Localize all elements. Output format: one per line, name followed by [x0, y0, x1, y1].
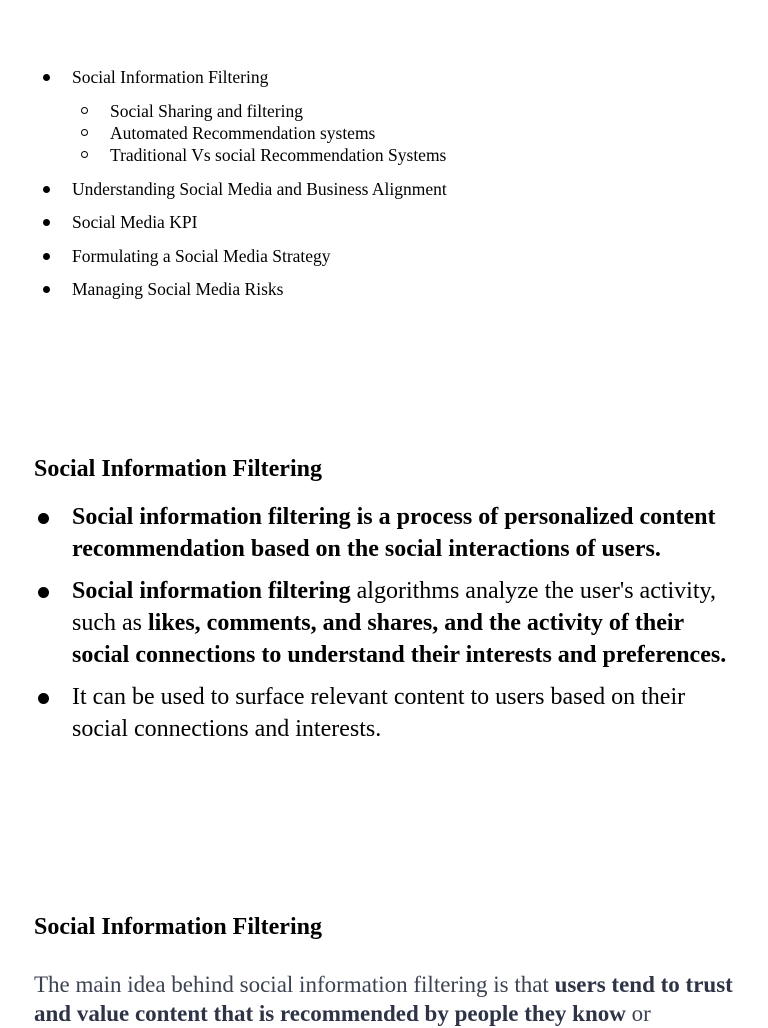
- section-heading: Social Information Filtering: [34, 456, 322, 482]
- paragraph-text: or: [625, 1001, 651, 1026]
- body-paragraph: [34, 970, 734, 1028]
- bullet-text: It can be used to surface relevant content to users based on their social connections and interests.: [72, 684, 686, 742]
- section-heading: Social Information Filtering: [34, 914, 322, 940]
- algorithm-bullet: [0, 575, 768, 671]
- outline-sublist: [72, 100, 768, 166]
- bullet-text-bold: likes, comments, and shares, and the activity of their social connections to understand their interests and preferences.: [72, 610, 727, 668]
- paragraph-text: The main idea behind social information filtering is that: [34, 972, 555, 997]
- topic-outline: [0, 66, 768, 312]
- outline-subitem: Traditional Vs social Recommendation Systems: [72, 144, 768, 166]
- outline-item-label: Social Information Filtering: [72, 67, 269, 87]
- outline-subitem: Social Sharing and filtering: [72, 100, 768, 122]
- bullet-text: algorithms analyze the user's activity, such as: [72, 578, 716, 636]
- paragraph-text-bold: users tend to trust and value content that is recommended by people they know: [34, 972, 733, 1026]
- outline-item: Social Media KPI: [0, 211, 768, 233]
- definition-bullet: [0, 501, 768, 565]
- outline-item: Managing Social Media Risks: [0, 278, 768, 300]
- bullet-text: Social information filtering is a process of personalized content recommendation based on the social interactions of users.: [72, 504, 716, 562]
- outline-subitem: Automated Recommendation systems: [72, 122, 768, 144]
- outline-item: Understanding Social Media and Business Alignment: [0, 178, 768, 200]
- outline-item: [0, 66, 768, 166]
- definition-list: [0, 501, 768, 755]
- usage-bullet: [0, 681, 768, 745]
- bullet-text-bold: Social information filtering: [72, 578, 351, 604]
- outline-item: Formulating a Social Media Strategy: [0, 245, 768, 267]
